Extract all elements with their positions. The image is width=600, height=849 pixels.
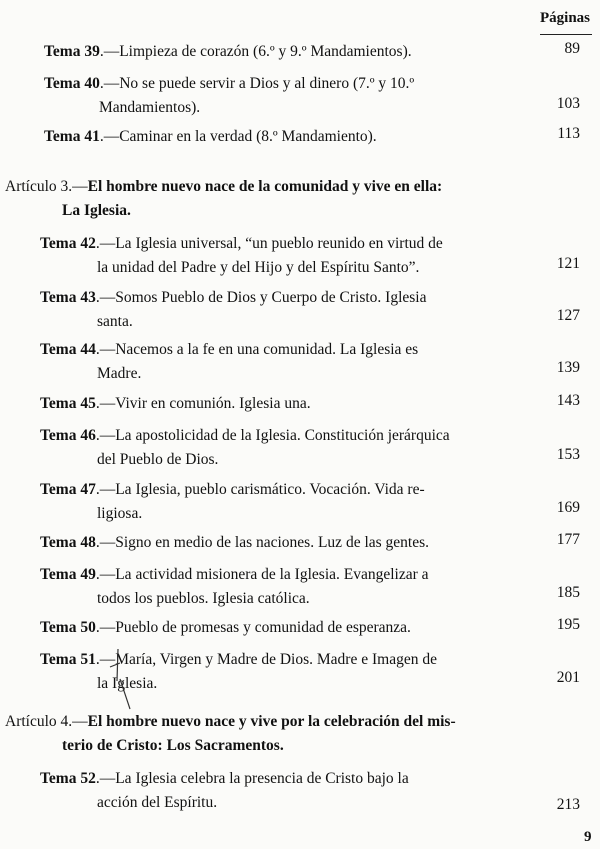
articulo-title: El hombre nuevo nace de la comunidad y vive en ella:: [87, 178, 443, 195]
page-ref: 169: [556, 499, 580, 516]
tema-title: Nacemos a la fe en una comunidad. La Iglesia es: [115, 341, 419, 358]
tema-title: La actividad misionera de la Iglesia. Evangelizar a: [115, 566, 429, 583]
toc-entry-tema-42: Tema 42.—La Iglesia universal, “un pueblo reunido en virtud de la unidad del Padre y del Hijo y del Espíritu Santo”.: [40, 232, 515, 280]
tema-title: María, Virgen y Madre de Dios. Madre e Imagen de: [115, 651, 437, 668]
articulo-4-heading: [5, 710, 525, 758]
tema-label: Tema 41: [44, 128, 100, 145]
toc-entry-tema-51: Tema 51.—María, Virgen y Madre de Dios. Madre e Imagen de la Iglesia.: [40, 648, 515, 696]
page-ref: 201: [556, 669, 580, 686]
tema-title-cont: acción del Espíritu.: [97, 794, 218, 811]
articulo-title-cont: terio de Cristo: Los Sacramentos.: [62, 737, 284, 754]
page-ref: 89: [564, 40, 580, 57]
articulo-3-heading: [5, 175, 525, 223]
tema-title-cont: Mandamientos).: [99, 99, 201, 116]
articulo-prefix: Artículo 4.—: [5, 713, 88, 730]
tema-label: Tema 46: [40, 427, 96, 444]
page-number: 9: [584, 829, 592, 845]
tema-title: Caminar en la verdad (8.º Mandamiento).: [119, 128, 377, 145]
toc-entry-tema-41: Tema 41.—Caminar en la verdad (8.º Mandamiento).: [44, 128, 377, 145]
tema-title-cont: todos los pueblos. Iglesia católica.: [97, 590, 310, 607]
page-ref: 127: [556, 307, 580, 324]
tema-title: Limpieza de corazón (6.º y 9.º Mandamientos).: [119, 43, 412, 60]
tema-title: La Iglesia universal, “un pueblo reunido en virtud de: [115, 235, 443, 252]
toc-entry-tema-47: Tema 47.—La Iglesia, pueblo carismático. Vocación. Vida re- ligiosa.: [40, 478, 515, 526]
toc-entry-tema-45: Tema 45.—Vivir en comunión. Iglesia una.: [40, 395, 311, 412]
column-header-paginas: Páginas: [540, 10, 591, 26]
tema-label: Tema 44: [40, 341, 96, 358]
tema-title: Pueblo de promesas y comunidad de esperanza.: [115, 619, 411, 636]
articulo-prefix: Artículo 3.—: [5, 178, 88, 195]
tema-label: Tema 39: [44, 43, 100, 60]
handwritten-mark: [100, 645, 140, 715]
tema-label: Tema 49: [40, 566, 96, 583]
tema-title: La Iglesia, pueblo carismático. Vocación. Vida re-: [115, 481, 425, 498]
toc-entry-tema-44: Tema 44.—Nacemos a la fe en una comunidad. La Iglesia es Madre.: [40, 338, 515, 386]
tema-label: Tema 40: [44, 75, 100, 92]
tema-title: No se puede servir a Dios y al dinero (7.º y 10.º: [119, 75, 415, 92]
toc-entry-tema-50: Tema 50.—Pueblo de promesas y comunidad de esperanza.: [40, 619, 411, 636]
header-rule: [540, 34, 592, 35]
toc-entry-tema-48: Tema 48.—Signo en medio de las naciones. Luz de las gentes.: [40, 534, 430, 551]
page-ref: 195: [556, 616, 580, 633]
tema-label: Tema 48: [40, 534, 96, 551]
tema-title: La Iglesia celebra la presencia de Cristo bajo la: [115, 770, 409, 787]
tema-title: La apostolicidad de la Iglesia. Constitución jerárquica: [115, 427, 450, 444]
tema-title-cont: ligiosa.: [97, 505, 143, 522]
page-ref: 177: [556, 531, 580, 548]
tema-label: Tema 51: [40, 651, 96, 668]
tema-label: Tema 52: [40, 770, 96, 787]
toc-entry-tema-40: Tema 40.—No se puede servir a Dios y al dinero (7.º y 10.º Mandamientos).: [44, 72, 514, 120]
toc-entry-tema-43: Tema 43.—Somos Pueblo de Dios y Cuerpo de Cristo. Iglesia santa.: [40, 286, 515, 334]
tema-title-cont: santa.: [97, 313, 133, 330]
tema-title-cont: la unidad del Padre y del Hijo y del Espíritu Santo”.: [97, 259, 420, 276]
tema-label: Tema 43: [40, 289, 96, 306]
page-ref: 185: [556, 584, 580, 601]
page-ref: 121: [556, 255, 580, 272]
toc-entry-tema-46: Tema 46.—La apostolicidad de la Iglesia. Constitución jerárquica del Pueblo de Dios.: [40, 424, 520, 472]
tema-label: Tema 47: [40, 481, 96, 498]
toc-entry-tema-52: Tema 52.—La Iglesia celebra la presencia de Cristo bajo la acción del Espíritu.: [40, 767, 515, 815]
articulo-title: El hombre nuevo nace y vive por la celebración del mis-: [87, 713, 456, 730]
articulo-title-cont: La Iglesia.: [62, 202, 131, 219]
page-ref: 143: [556, 392, 580, 409]
page-ref: 139: [556, 359, 580, 376]
page-ref: 213: [556, 796, 580, 813]
toc-entry-tema-39: Tema 39.—Limpieza de corazón (6.º y 9.º Mandamientos).: [44, 43, 412, 60]
tema-title-cont: la Iglesia.: [97, 675, 158, 692]
page-ref: 153: [556, 446, 580, 463]
toc-entry-tema-49: Tema 49.—La actividad misionera de la Iglesia. Evangelizar a todos los pueblos. Iglesia católica.: [40, 563, 515, 611]
tema-title: Vivir en comunión. Iglesia una.: [115, 395, 311, 412]
tema-title: Somos Pueblo de Dios y Cuerpo de Cristo. Iglesia: [115, 289, 427, 306]
tema-title-cont: del Pueblo de Dios.: [97, 451, 219, 468]
tema-label: Tema 42: [40, 235, 96, 252]
page-ref: 103: [556, 95, 580, 112]
tema-title: Signo en medio de las naciones. Luz de las gentes.: [115, 534, 430, 551]
tema-title-cont: Madre.: [97, 365, 142, 382]
tema-label: Tema 45: [40, 395, 96, 412]
tema-label: Tema 50: [40, 619, 96, 636]
page-ref: 113: [557, 125, 580, 142]
